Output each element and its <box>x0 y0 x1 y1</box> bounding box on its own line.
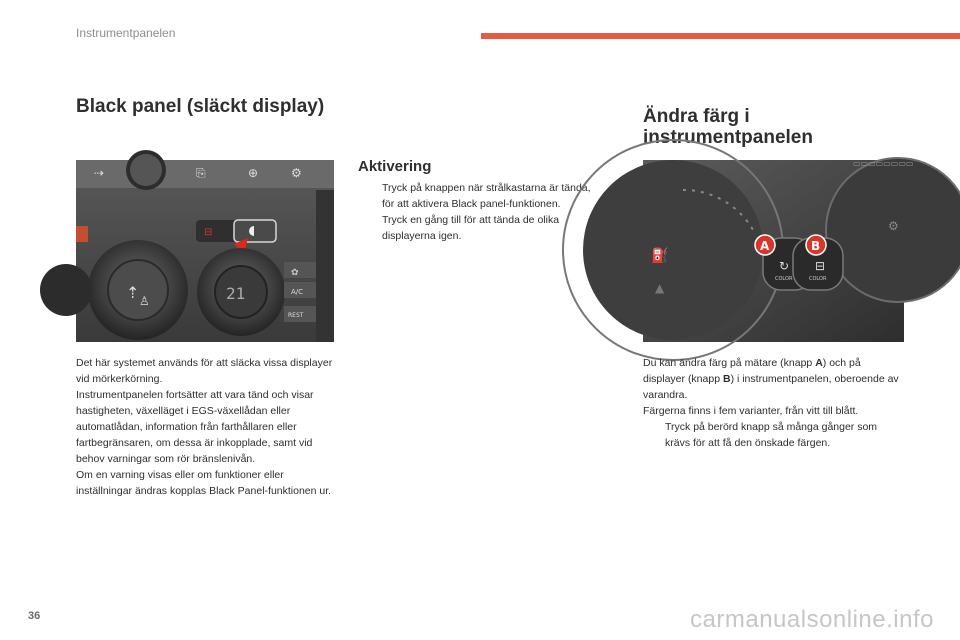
svg-text:▭▭▭▭▭▭▭▭: ▭▭▭▭▭▭▭▭ <box>853 159 914 168</box>
color-b-label: COLOR <box>809 276 827 282</box>
paragraph <box>643 355 905 403</box>
svg-text:✿: ✿ <box>291 268 299 278</box>
svg-text:⇢: ⇢ <box>94 166 105 180</box>
svg-text:⊟: ⊟ <box>204 227 213 238</box>
svg-text:⇡: ⇡ <box>126 283 140 302</box>
black-panel-title: Black panel (släckt display) <box>76 96 325 117</box>
change-color-title: Ändra färg i instrumentpanelen <box>643 106 813 148</box>
paragraph: Färgerna finns i fem varianter, från vitt till blått. <box>643 405 859 417</box>
dashboard-controls-photo <box>76 160 334 342</box>
page-number: 36 <box>28 610 41 622</box>
color-a-label: COLOR <box>775 276 793 282</box>
temperature-display: 21 <box>226 284 246 303</box>
list-item <box>643 419 905 451</box>
svg-text:⚙: ⚙ <box>888 219 899 233</box>
button-a-badge: A <box>760 239 770 253</box>
activation-title: Aktivering <box>358 158 432 175</box>
button-b-ref: B <box>722 373 731 385</box>
change-color-description <box>643 355 905 451</box>
svg-text:⎘: ⎘ <box>196 166 206 180</box>
svg-text:⊟: ⊟ <box>815 259 826 273</box>
header-accent-bar <box>481 33 960 39</box>
section-header: Instrumentpanelen <box>76 26 176 40</box>
instrument-cluster-photo <box>643 159 914 342</box>
color-step: Tryck på berörd knapp så många gånger som krävs för att få den önskade färgen. <box>665 421 878 449</box>
text-span: Du kan ändra färg på mätare (knapp <box>643 357 816 369</box>
svg-text:⛽: ⛽ <box>651 248 669 264</box>
svg-text:⊕: ⊕ <box>248 166 259 180</box>
ac-label: A/C <box>291 288 304 296</box>
text-span: ) och på displayer (knapp <box>643 357 861 385</box>
paragraph: Om en varning visas eller om funktioner eller inställningar ändras kopplas Black Panel-funktionen ur. <box>76 469 332 497</box>
text-span: ) i instrumentpanelen, oberoende av varandra. <box>643 373 899 401</box>
paragraph: Det här systemet används för att släcka vissa displayer vid mörkerkörning. <box>76 357 333 385</box>
black-panel-description <box>76 355 338 499</box>
button-b-badge: B <box>811 239 821 253</box>
svg-text:↻: ↻ <box>779 259 790 273</box>
svg-text:♙: ♙ <box>139 294 150 308</box>
activation-step-2: Tryck en gång till för att tända de olika displayerna igen. <box>382 214 560 242</box>
svg-text:▲: ▲ <box>655 281 665 295</box>
button-a-ref: A <box>815 357 823 369</box>
paragraph: Instrumentpanelen fortsätter att vara tänd och visar hastigheten, växelläget i EGS-växellådan eller automatlådan, information från farthållaren eller fartbegränsaren, om dessa är inkopplade, samt vid behov varningar som rör bränslenivån. <box>76 389 314 465</box>
list-item <box>360 180 600 212</box>
activation-step-1: Tryck på knappen när strålkastarna är tända, för att aktivera Black panel-funktionen. <box>382 182 591 210</box>
rest-label: REST <box>288 312 304 319</box>
svg-text:⚙: ⚙ <box>291 166 302 180</box>
watermark: carmanualsonline.info <box>690 606 934 633</box>
